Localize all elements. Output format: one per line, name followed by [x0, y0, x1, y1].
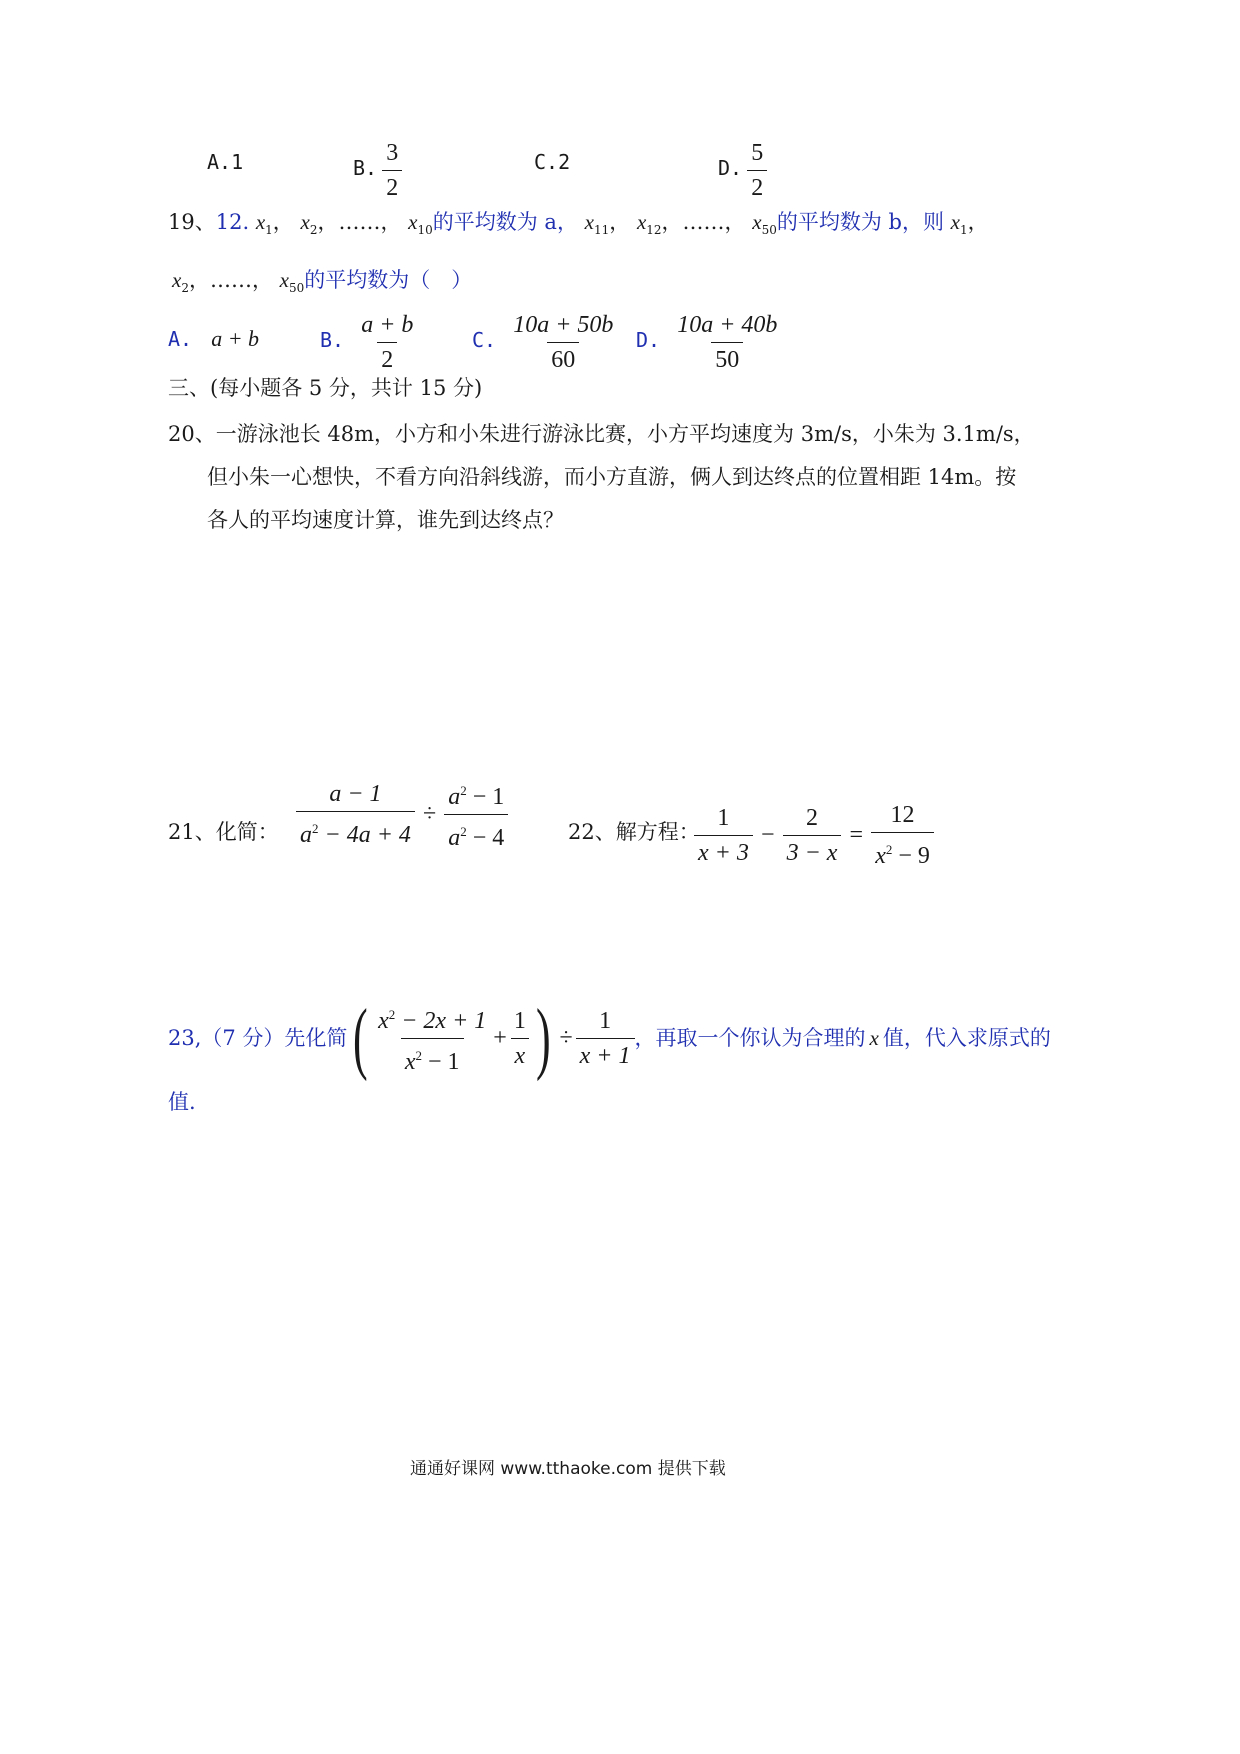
q22-equals-sign: = — [849, 822, 864, 848]
q22-fraction-1: $\frac{1}{x + 3}$ — [694, 803, 753, 868]
section-3-heading: 三、(每小题各 5 分，共计 15 分) — [168, 376, 483, 400]
q18-option-b-label: B. — [353, 156, 378, 180]
q23-variable: x — [869, 1026, 879, 1050]
q19-text-avg-end: 的平均数为（ ） — [304, 268, 473, 292]
q19-line-2: $x_2$，……， $x_{50}$的平均数为（ ） — [172, 268, 473, 296]
q19-option-c-fraction: $\frac{10a + 50b}{60}$ — [513, 312, 614, 373]
q22-minus-sign: − — [760, 822, 775, 848]
q22-equation — [694, 800, 934, 871]
q18-option-c: C.2 — [534, 150, 571, 174]
q18-option-b-fraction: $\frac{3}{2}$ — [382, 138, 402, 203]
q18-option-b — [353, 138, 402, 203]
q20-line-1 — [168, 420, 1035, 448]
q20-line-3: 各人的平均速度计算，谁先到达终点？ — [207, 508, 564, 532]
q23-text-after-b: 值，代入求原式的 — [882, 1026, 1051, 1050]
q19-option-c: C. $\frac{10a + 50b}{60}$ — [472, 310, 617, 375]
q18-option-d-label: D. — [718, 156, 743, 180]
q21-fraction-1: $\frac{a - 1}{a^2 - 4a + 4}$ — [296, 779, 415, 850]
q21-divide-sign: ÷ — [422, 801, 437, 827]
q23-fraction-2: $\frac{1}{x}$ — [510, 1006, 530, 1071]
q23-plus-sign: + — [493, 1024, 507, 1051]
q23-text-after-a: ，再取一个你认为合理的 — [634, 1026, 866, 1050]
q23-fraction-1: $\frac{x^2 - 2x + 1}{x^2 - 1}$ — [378, 1006, 487, 1075]
q18-option-a: A.1 — [207, 150, 244, 174]
q19-text-avg-b: 的平均数为 b，则 — [776, 210, 944, 234]
q20-number: 20、 — [168, 422, 216, 446]
q23-line-2: 值. — [168, 1090, 196, 1114]
q23-right-paren: ) — [535, 994, 551, 1082]
q19-number: 19、 — [168, 210, 216, 234]
q22-fraction-2: $\frac{2}{3 - x}$ — [783, 803, 842, 868]
q21-label: 21、化简： — [168, 820, 279, 844]
q19-sub-number: 12. — [215, 210, 250, 234]
q23-left-paren: ( — [353, 994, 369, 1082]
q23-line-1 — [168, 994, 1051, 1082]
q20-text-line-1: 一游泳池长 48m，小方和小朱进行游泳比赛，小方平均速度为 3m/s，小朱为 3.1m/s， — [215, 422, 1035, 446]
q18-option-d — [718, 138, 767, 203]
q19-option-b: B. $\frac{a + b}{2}$ — [320, 310, 417, 375]
q22-fraction-3: $\frac{12}{x^2 - 9}$ — [871, 800, 934, 871]
q22-label: 22、解方程： — [568, 820, 700, 844]
q18-option-d-fraction: $\frac{5}{2}$ — [747, 138, 767, 203]
q19-option-a: A. a + b — [168, 326, 260, 351]
q23-fraction-3: $\frac{1}{x + 1}$ — [576, 1006, 635, 1071]
q19-line-1: 19、12. $x_1$， $x_2$，……， $x_{10}$的平均数为 a， $x_{11}$， $x_{12}$，……， $x_{50}$的平均数为 b，则 $x_1$， — [168, 210, 989, 238]
q23-divide-sign: ÷ — [559, 1024, 573, 1051]
q19-option-d-fraction: $\frac{10a + 40b}{50}$ — [677, 312, 778, 373]
q19-option-b-fraction: $\frac{a + b}{2}$ — [361, 312, 414, 373]
page-footer: 通通好课网 www.tthaoke.com 提供下载 — [410, 1459, 726, 1479]
q21-fraction-2: $\frac{a^2 - 1}{a^2 - 4}$ — [444, 776, 508, 853]
q19-option-d: D. $\frac{10a + 40b}{50}$ — [636, 310, 781, 375]
q21-expression — [296, 776, 508, 853]
q19-text-avg-a: 的平均数为 a， — [432, 210, 578, 234]
q20-line-2: 但小朱一心想快，不看方向沿斜线游，而小方直游，俩人到达终点的位置相距 14m。按 — [207, 465, 1017, 489]
q23-label: 23,（7 分）先化简 — [168, 1026, 348, 1050]
